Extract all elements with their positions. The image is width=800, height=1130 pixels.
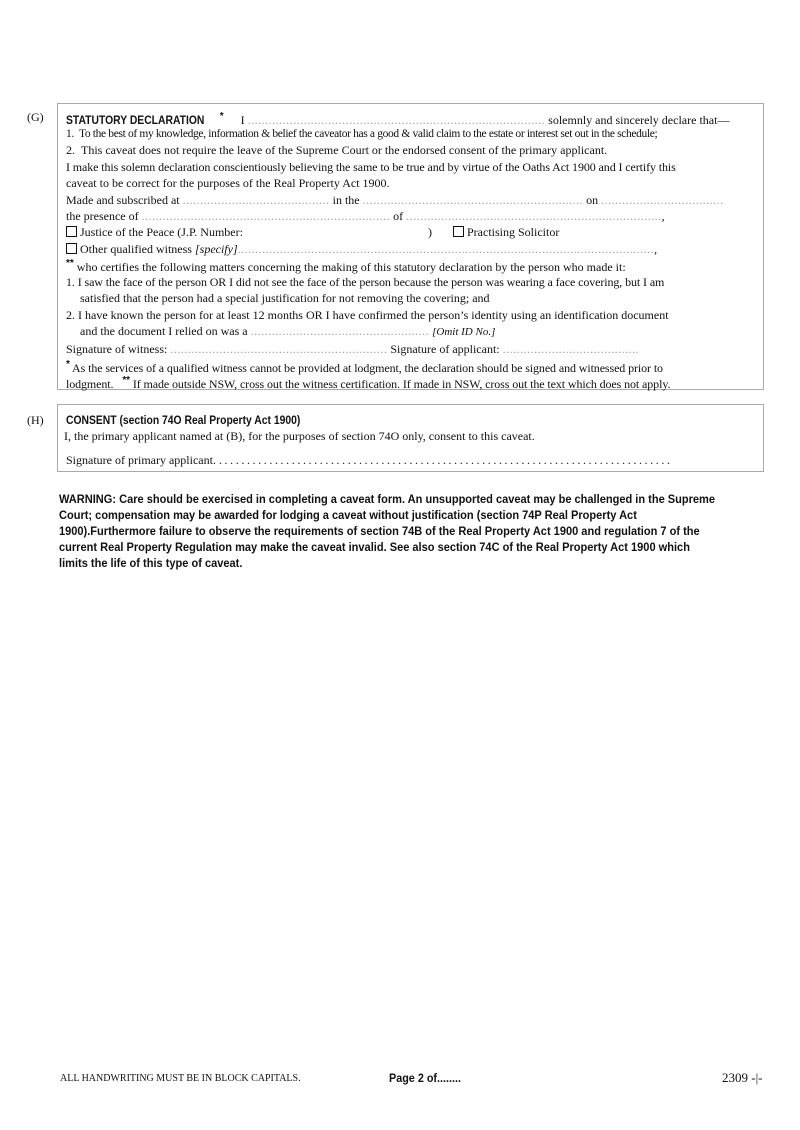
witness-signature-label: Signature of witness: xyxy=(66,342,168,356)
statutory-declaration-heading: STATUTORY DECLARATION xyxy=(66,115,205,127)
consent-box xyxy=(57,404,764,472)
jp-checkbox[interactable] xyxy=(66,226,77,237)
section-g-label: (G) xyxy=(27,110,44,124)
on-label: on xyxy=(586,193,599,207)
in-the-label: in the xyxy=(332,193,360,207)
consent-heading: CONSENT (section 74O Real Property Act 1900) xyxy=(66,415,301,427)
witness-note-line-2a: lodgment. xyxy=(66,377,114,391)
witness-signature-field[interactable]: .............................................................. xyxy=(170,342,388,356)
solemn-line-1: I make this solemn declaration conscientiously believing the same to be true and by virtue of the Oaths Act 1900 and I certify this xyxy=(66,160,676,174)
handwriting-note: ALL HANDWRITING MUST BE IN BLOCK CAPITALS. xyxy=(60,1073,301,1084)
on-date-field[interactable]: ................................... xyxy=(601,193,724,207)
page-number: Page 2 of........ xyxy=(389,1071,462,1085)
statutory-declaration-box: STATUTORY DECLARATION * I ..................................................................................... solemnly and sincerely declare that— 1. To the best of my knowledge, information & belief the caveator has a good & valid claim to the estate or interest set out in the schedule; 2. This caveat does not require the leave of the Supreme Court or the endorsed consent of the primary applicant. I make this solemn declaration conscientiously believing the same to be true and by virtue of the Oaths Act 1900 and I certify this caveat to be correct for the purposes of the Real Property Act 1900. Made and subscribed at .......................................... in the ............................................................... on ................................... the presence of ....................................................................... of ........................................................................., Justice of the Peace (J.P. Number: ) Practising Solicitor Other qualified witness [specify]......................................................................................................................., ** who certifies the following matters concerning the making of this statutory declaration by the person who made it: 1. I saw the face of the person OR I did not see the face of the person because the person was wearing a face covering, but I am satisfied that the person had a special justification for not removing the covering; and 2. I have known the person for at least 12 months OR I have confirmed the person’s identity using an identification document and the document I relied on was a ................................................... [Omit ID No.] Signature of witness: .............................................................. Signature of applicant: ....................................... * As the services of a qualified witness cannot be provided at lodgment, the declaration should be signed and witnessed prior to lodgment. ** If made outside NSW, cross out the witness certification. If made in NSW, cross out the text which does not apply. xyxy=(57,103,764,390)
consent-text: I, the primary applicant named at (B), for the purposes of section 74O only, consent to this caveat. xyxy=(64,429,535,443)
certification-2-line-1: 2. I have known the person for at least 12 months OR I have confirmed the person’s identity using an identification document xyxy=(66,308,669,322)
certifies-text: who certifies the following matters concerning the making of this statutory declaration by the person who made it: xyxy=(76,260,626,274)
primary-applicant-signature-field[interactable]: ................................................................................. xyxy=(218,453,673,467)
section-h-label: (H) xyxy=(27,413,44,427)
witness-name-field[interactable]: ....................................................................... xyxy=(141,209,391,223)
witness-note-line-2b: If made outside NSW, cross out the witness certification. If made in NSW, cross out the text which does not apply. xyxy=(132,377,671,391)
jp-close-paren: ) xyxy=(428,225,432,239)
omit-id-label: [Omit ID No.] xyxy=(432,326,496,338)
other-witness-label: Other qualified witness xyxy=(80,242,192,256)
asterisk: * xyxy=(219,111,224,122)
in-the-field[interactable]: ............................................................... xyxy=(362,193,584,207)
other-witness-field[interactable]: ....................................................................................................................... xyxy=(237,242,655,256)
certification-1-line-2: satisfied that the person had a special justification for not removing the covering; and xyxy=(80,291,490,305)
jp-label: Justice of the Peace (J.P. Number: xyxy=(80,225,243,239)
certification-1-line-1: 1. I saw the face of the person OR I did not see the face of the person because the person was wearing a face covering, but I am xyxy=(66,275,665,289)
solicitor-checkbox[interactable] xyxy=(453,226,464,237)
id-document-field[interactable]: ................................................... xyxy=(250,324,430,338)
declarant-name-field[interactable]: ..................................................................................... xyxy=(247,113,546,127)
applicant-signature-label: Signature of applicant: xyxy=(390,342,500,356)
of-label: of xyxy=(393,209,404,223)
solicitor-label: Practising Solicitor xyxy=(467,225,560,239)
specify-label: [specify] xyxy=(194,242,238,256)
other-witness-checkbox[interactable] xyxy=(66,243,77,254)
made-at-label: Made and subscribed at xyxy=(66,193,180,207)
presence-of-label: the presence of xyxy=(66,209,139,223)
double-asterisk: ** xyxy=(66,258,74,269)
certification-2-line-2: and the document I relied on was a xyxy=(80,324,248,338)
solemn-line-2: caveat to be correct for the purposes of the Real Property Act 1900. xyxy=(66,176,390,190)
note-double-asterisk: ** xyxy=(122,375,130,386)
witness-address-field[interactable]: ......................................................................... xyxy=(406,209,662,223)
witness-note-line-1: As the services of a qualified witness cannot be provided at lodgment, the declaration should be signed and witnessed prior to xyxy=(72,361,663,375)
applicant-signature-field[interactable]: ....................................... xyxy=(502,342,640,356)
point-1: 1. To the best of my knowledge, information & belief the caveator has a good & valid claim to the estate or interest set out in the schedule; xyxy=(66,128,658,140)
note-asterisk: * xyxy=(66,359,70,370)
warning-text: WARNING: Care should be exercised in completing a caveat form. An unsupported caveat may be challenged in the Supreme Court; compensation may be awarded for lodging a caveat without justification (section 74P Real Property Act 1900).Furthermore failure to observe the requirements of section 74B of the Real Property Act 1900 and regulation 7 of the current Real Property Regulation may make the caveat invalid. See also section 74C of the Real Property Act 1900 which limits the life of this type of caveat. xyxy=(59,492,716,570)
solemnly-text: solemnly and sincerely declare that— xyxy=(548,113,730,127)
primary-applicant-signature-label: Signature of primary applicant. xyxy=(66,453,216,467)
point-2: 2. This caveat does not require the leave of the Supreme Court or the endorsed consent of the primary applicant. xyxy=(66,143,608,157)
made-at-field[interactable]: .......................................... xyxy=(182,193,330,207)
form-code: 2309 -|- xyxy=(722,1070,763,1085)
declarant-i: I xyxy=(240,113,245,127)
